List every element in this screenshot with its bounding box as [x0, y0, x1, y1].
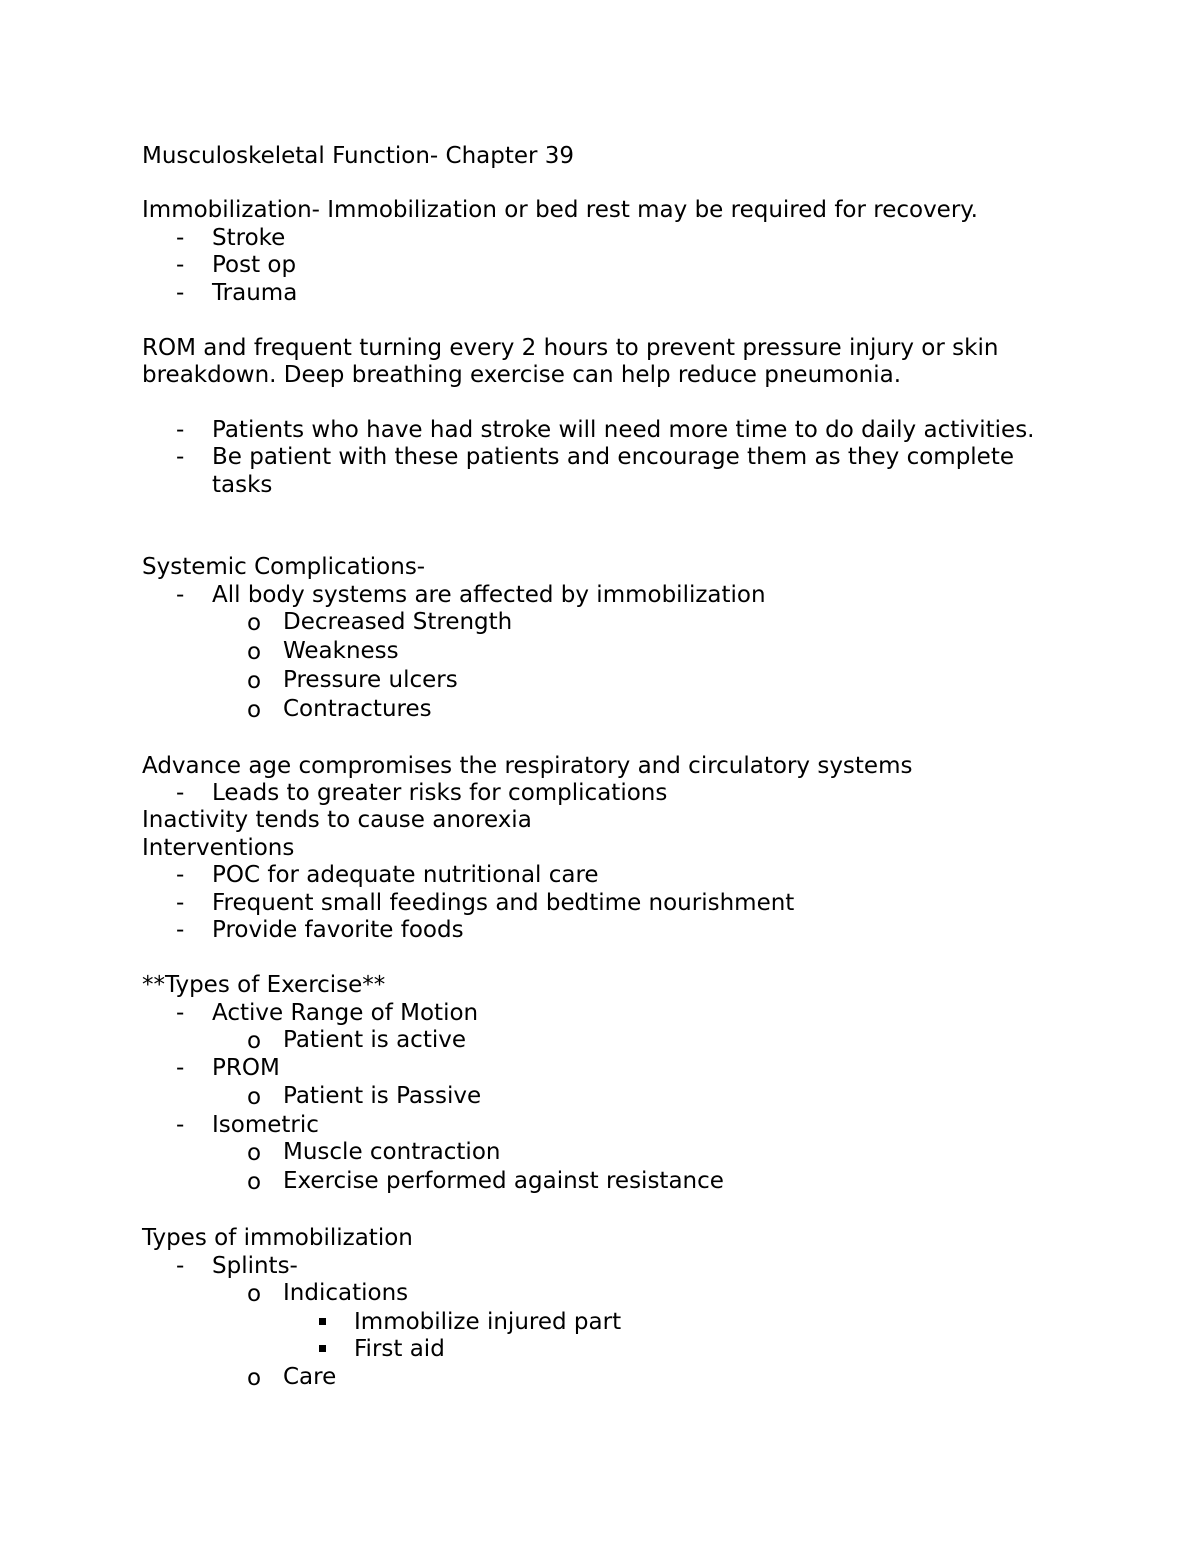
immobilization-intro: Immobilization- Immobilization or bed rest may be required for recovery. — [142, 197, 978, 223]
list-subitem: Weakness — [283, 638, 399, 664]
list-item: Stroke — [212, 225, 286, 251]
dash-bullet-marker: - — [176, 890, 185, 916]
circle-bullet-marker: o — [247, 639, 262, 665]
list-subsubitem: Immobilize injured part — [354, 1309, 622, 1335]
list-subitem: Decreased Strength — [283, 609, 513, 635]
list-subitem: Exercise performed against resistance — [283, 1168, 724, 1194]
advance-age-heading: Advance age compromises the respiratory and circulatory systems — [142, 753, 913, 779]
list-item: All body systems are affected by immobilization — [212, 582, 766, 608]
dash-bullet-marker: - — [176, 1112, 185, 1138]
list-item: Be patient with these patients and encourage them as they complete — [212, 444, 1015, 470]
list-item: Post op — [212, 252, 297, 278]
circle-bullet-marker: o — [247, 1365, 262, 1391]
dash-bullet-marker: - — [176, 1253, 185, 1279]
dash-bullet-marker: - — [176, 417, 185, 443]
types-of-exercise-heading: **Types of Exercise** — [142, 972, 386, 998]
list-item: Provide favorite foods — [212, 917, 464, 943]
list-subitem: Muscle contraction — [283, 1139, 501, 1165]
list-item: Active Range of Motion — [212, 1000, 479, 1026]
dash-bullet-marker: - — [176, 225, 185, 251]
square-bullet-icon — [319, 1318, 326, 1325]
list-subitem: Contractures — [283, 696, 432, 722]
rom-paragraph-line-2: breakdown. Deep breathing exercise can help reduce pneumonia. — [142, 362, 902, 388]
circle-bullet-marker: o — [247, 668, 262, 694]
list-subitem: Care — [283, 1364, 337, 1390]
list-subitem: Indications — [283, 1280, 409, 1306]
list-subsubitem: First aid — [354, 1336, 445, 1362]
circle-bullet-marker: o — [247, 1140, 262, 1166]
circle-bullet-marker: o — [247, 1084, 262, 1110]
list-item: Frequent small feedings and bedtime nourishment — [212, 890, 795, 916]
rom-paragraph-line-1: ROM and frequent turning every 2 hours to prevent pressure injury or skin — [142, 335, 999, 361]
dash-bullet-marker: - — [176, 1000, 185, 1026]
list-subitem: Pressure ulcers — [283, 667, 458, 693]
dash-bullet-marker: - — [176, 252, 185, 278]
circle-bullet-marker: o — [247, 697, 262, 723]
document-title: Musculoskeletal Function- Chapter 39 — [142, 143, 575, 169]
list-item: Isometric — [212, 1112, 319, 1138]
dash-bullet-marker: - — [176, 862, 185, 888]
dash-bullet-marker: - — [176, 1055, 185, 1081]
circle-bullet-marker: o — [247, 1169, 262, 1195]
circle-bullet-marker: o — [247, 610, 262, 636]
dash-bullet-marker: - — [176, 780, 185, 806]
list-item: Patients who have had stroke will need more time to do daily activities. — [212, 417, 1035, 443]
circle-bullet-marker: o — [247, 1281, 262, 1307]
interventions-heading: Interventions — [142, 835, 295, 861]
list-item: POC for adequate nutritional care — [212, 862, 599, 888]
systemic-complications-heading: Systemic Complications- — [142, 554, 426, 580]
list-item: Leads to greater risks for complications — [212, 780, 668, 806]
list-item: PROM — [212, 1055, 280, 1081]
list-subitem: Patient is active — [283, 1027, 466, 1053]
list-item-continuation: tasks — [212, 472, 273, 498]
list-subitem: Patient is Passive — [283, 1083, 482, 1109]
types-of-immobilization-heading: Types of immobilization — [142, 1225, 413, 1251]
list-item: Splints- — [212, 1253, 298, 1279]
inactivity-line: Inactivity tends to cause anorexia — [142, 807, 532, 833]
circle-bullet-marker: o — [247, 1028, 262, 1054]
list-item: Trauma — [212, 280, 298, 306]
dash-bullet-marker: - — [176, 280, 185, 306]
dash-bullet-marker: - — [176, 444, 185, 470]
dash-bullet-marker: - — [176, 917, 185, 943]
square-bullet-icon — [319, 1345, 326, 1352]
dash-bullet-marker: - — [176, 582, 185, 608]
